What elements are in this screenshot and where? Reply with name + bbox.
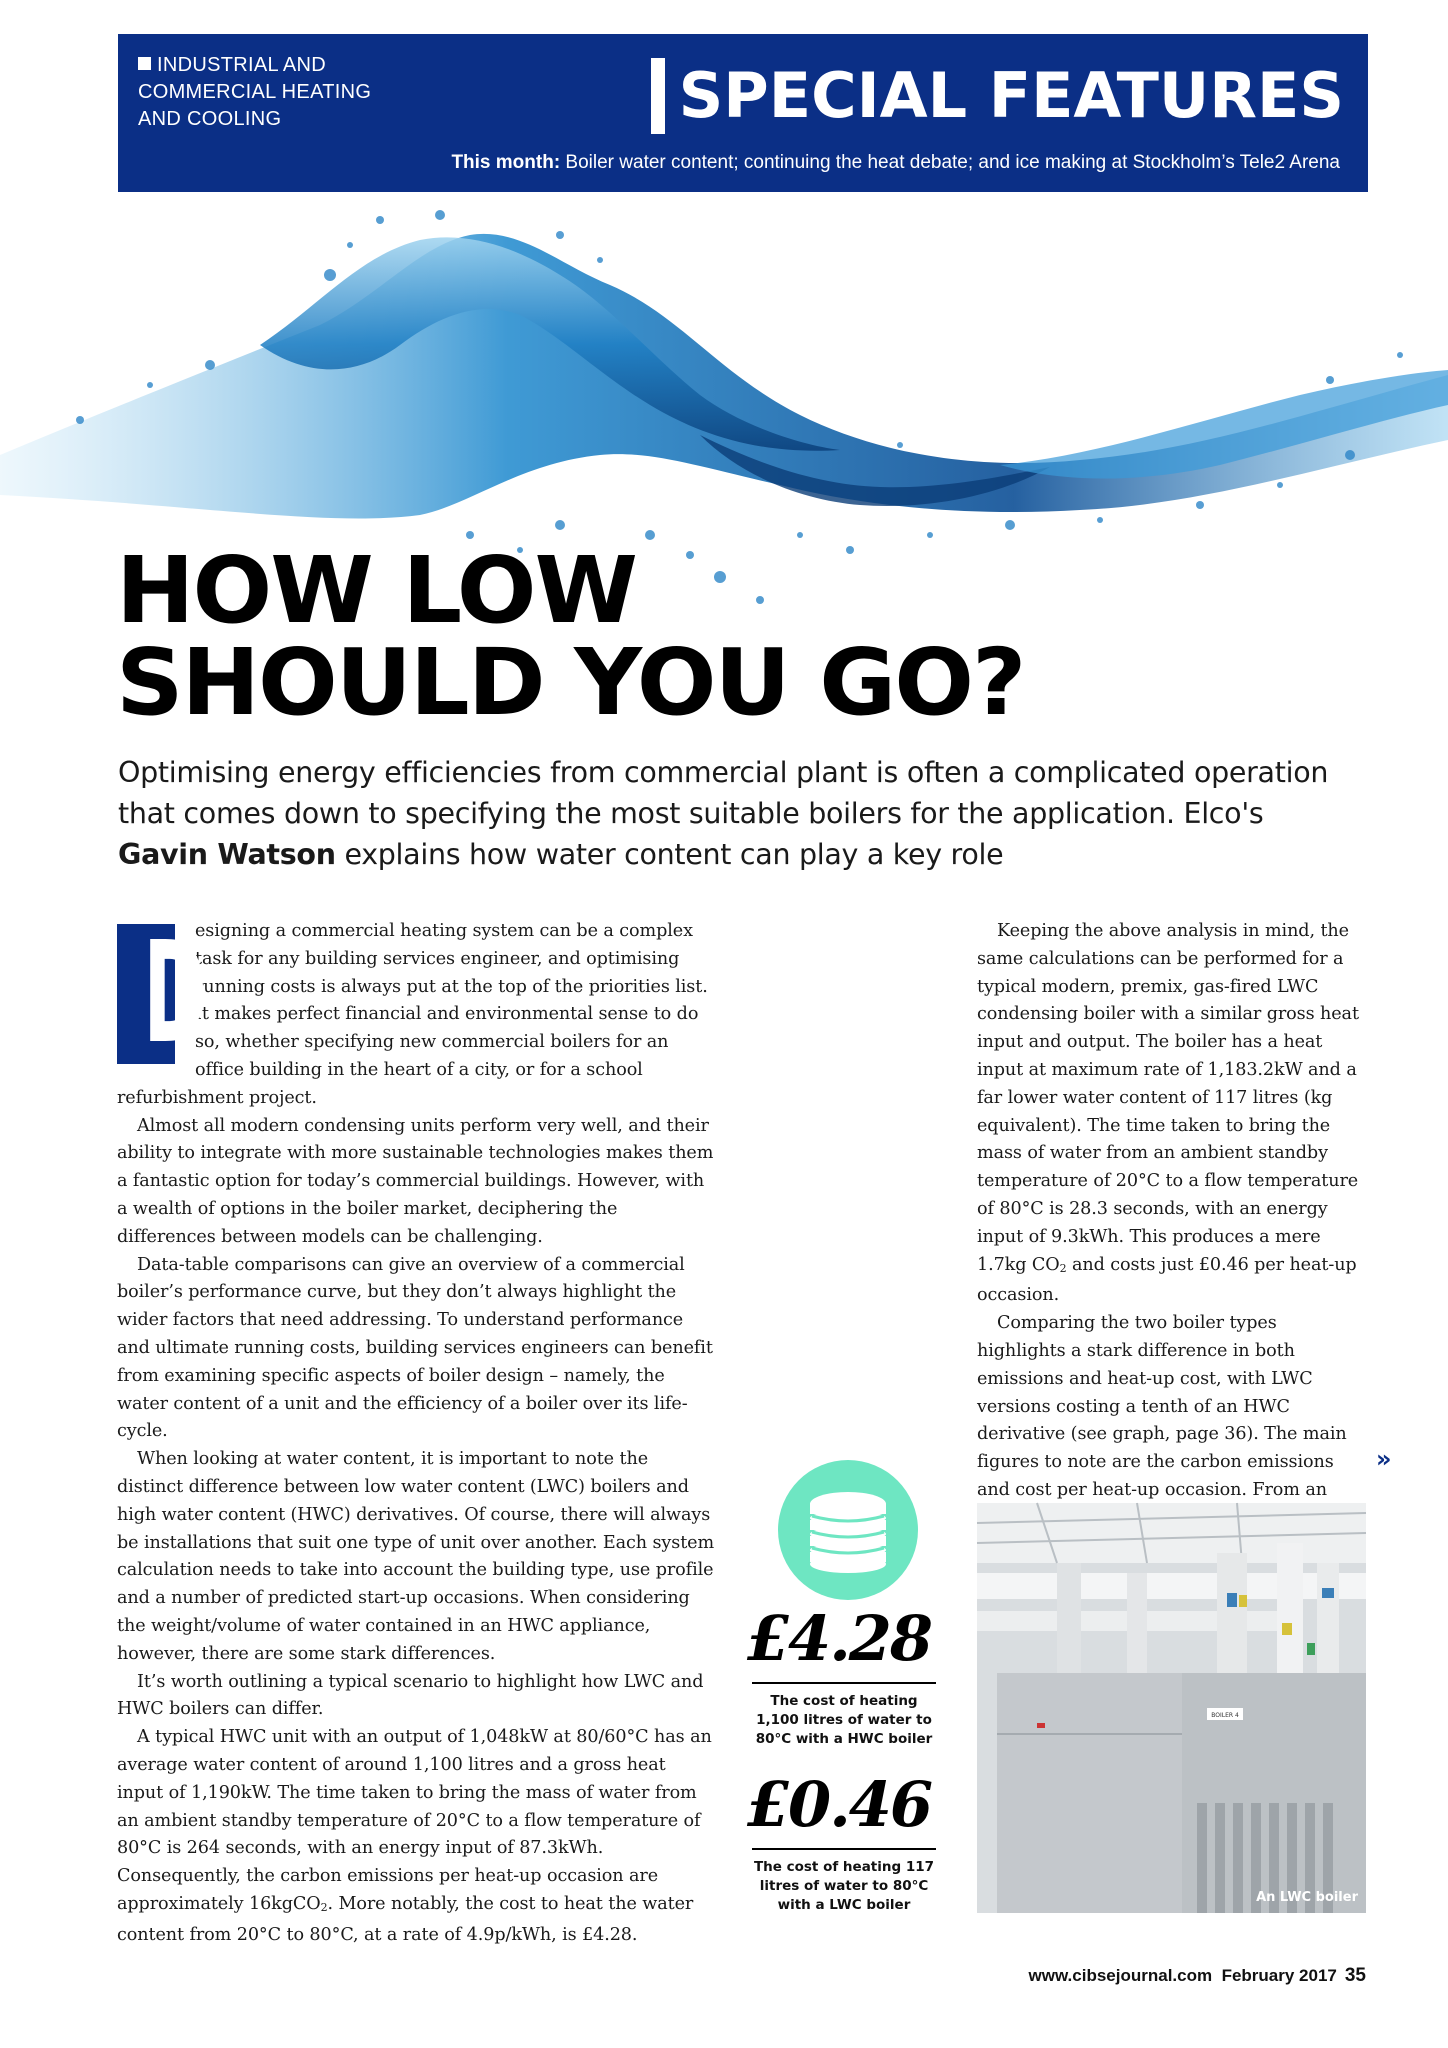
paragraph: Comparing the two boiler types highlights a stark difference in both emissions and heat-up cost, with LWC versions costing a tenth of an HWC derivative (see graph, page 36). The main figures to note are the carbon emissions and cost per heat-up occasion. From an: [977, 1313, 1347, 1500]
this-month-line: [451, 152, 1340, 174]
paragraph: It’s worth outlining a typical scenario to highlight how LWC and HWC boilers can differ.: [117, 1671, 704, 1720]
footer-url: www.cibsejournal.com: [1028, 1966, 1213, 1985]
footer-date: February 2017: [1221, 1966, 1337, 1985]
paragraph: Keeping the above analysis in mind, the same calculations can be performed for a typical modern, premix, gas-fired LWC condensing boiler with a similar gross heat input and output. The boiler has a heat input at maximum rate of 1,183.2kW and a far lower water content of 117 litres (kg equivalent). The time taken to bring the mass of water from an ambient standby temperature of 20°C to a flow temperature of 80°C is 28.3 seconds, with an energy input of 9.3kWh. This produces a mere 1.7kg CO2 and costs just £0.46 per heat-up occasion.: [977, 921, 1359, 1306]
standfirst: Optimising energy efficiencies from commercial plant is often a complicated operation that comes down to specifying the most suitable boilers for the application. Elco's Gavin Watson explains how water content can play a key role: [118, 756, 1329, 871]
boiler-photo-image: [977, 1503, 1366, 1913]
paragraph: Data-table comparisons can give an overview of a commercial boiler’s performance curve, but they don’t always highlight the wider factors that need addressing. To understand performance and ultimate running costs, building services engineers can benefit from examining specific aspects of boiler design – namely, the water content of a unit and the efficiency of a boiler over its life-cycle.: [117, 1254, 713, 1442]
section-label: INDUSTRIAL AND COMMERCIAL HEATING AND COOLING: [138, 54, 372, 130]
stat-lwc-value: £0.46: [746, 1768, 932, 1841]
headline: HOW LOW SHOULD YOU GO?: [116, 537, 1025, 736]
this-month-text: Boiler water content; continuing the heat debate; and ice making at Stockholm’s Tele2 Arena: [565, 152, 1340, 173]
feature-title-text: SPECIAL FEATURES: [678, 59, 1344, 132]
page-number: 35: [1344, 1965, 1366, 1986]
boiler-photo: [977, 1503, 1366, 1913]
photo-caption: An LWC boiler: [1256, 1890, 1358, 1905]
drop-cap: D: [117, 924, 175, 1064]
body-column-left: [117, 912, 715, 1949]
paragraph: When looking at water content, it is important to note the distinct difference between low water content (LWC) boilers and high water content (HWC) derivatives. Of course, there will always be installations that suit one type of unit over another. Each system calculation needs to take into account the building type, use profile and a number of predicted start-up occasions. When considering the weight/volume of water contained in an HWC appliance, however, there are some stark differences.: [117, 1449, 715, 1664]
author-name: Gavin Watson: [118, 838, 336, 871]
continue-arrow-icon: »: [1376, 1445, 1392, 1473]
boiler-label: BOILER 4: [1211, 1712, 1239, 1719]
body-column-right: [977, 918, 1369, 1533]
paragraph: A typical HWC unit with an output of 1,048kW at 80/60°C has an average water content of around 1,100 litres and a gross heat input of 1,190kW. The time taken to bring the mass of water from an ambient standby temperature of 20°C to a flow temperature of 80°C is 264 seconds, with an energy input of 87.3kWh. Consequently, the carbon emissions per heat-up occasion are approximately 16kgCO2. More notably, the cost to heat the water content from 20°C to 80°C, at a rate of 4.9p/kWh, is £4.28.: [117, 1727, 712, 1945]
square-bullet-icon: [138, 57, 151, 70]
paragraph: esigning a commercial heating system can be a complex task for any building services engineer, and optimising running costs is always put at the top of the priorities list. It makes perfect financial and environmental sense to do so, whether specifying new commercial boilers for an office building in the heart of a city, or for a school refurbishment project.: [117, 921, 708, 1108]
this-month-label: This month:: [451, 152, 561, 173]
stat-divider: [752, 1682, 936, 1684]
paragraph: Almost all modern condensing units perform very well, and their ability to integrate with more sustainable technologies makes them a fantastic option for today’s commercial buildings. However, with a wealth of options in the boiler market, deciphering the differences between models can be challenging.: [117, 1115, 714, 1247]
title-bar-decoration: [651, 58, 665, 134]
stat-divider: [752, 1848, 936, 1850]
page-footer: [1029, 1965, 1366, 1987]
stat-lwc-caption: The cost of heating 117 litres of water to 80°C with a LWC boiler: [753, 1859, 935, 1913]
coin-stack-icon: [778, 1460, 918, 1600]
stat-hwc-caption: The cost of heating 1,100 litres of water to 80°C with a HWC boiler: [755, 1693, 933, 1747]
header-banner: [118, 34, 1368, 192]
stat-hwc-value: £4.28: [746, 1602, 932, 1675]
feature-title: [651, 58, 1344, 134]
